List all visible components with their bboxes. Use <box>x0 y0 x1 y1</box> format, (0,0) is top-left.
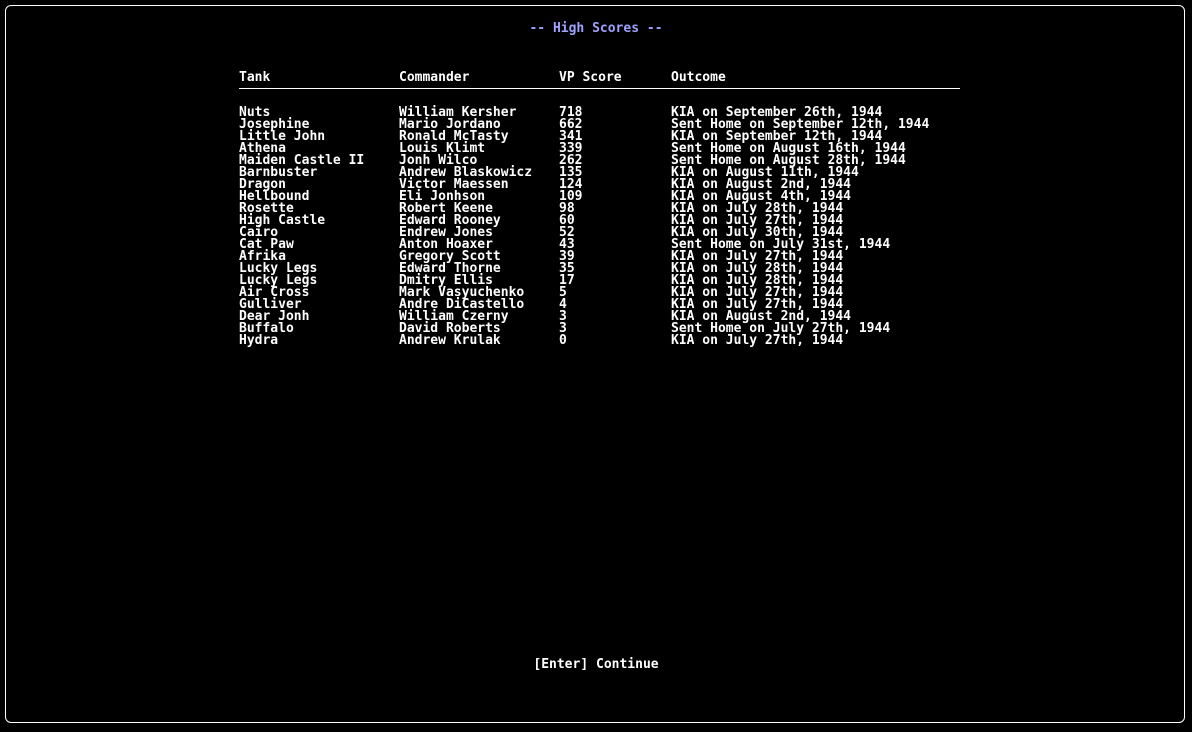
cell-commander: Andrew Krulak <box>399 333 501 348</box>
cell-outcome: KIA on July 27th, 1944 <box>671 297 844 312</box>
cell-commander: Dmitry Ellis <box>399 273 493 288</box>
cell-tank: Josephine <box>239 117 310 132</box>
cell-commander: Edward Thorne <box>399 261 501 276</box>
cell-outcome: KIA on July 28th, 1944 <box>671 273 844 288</box>
cell-score: 135 <box>559 165 583 180</box>
cell-tank: Little John <box>239 129 326 144</box>
cell-commander: Andre DiCastello <box>399 297 525 312</box>
cell-commander: Gregory Scott <box>399 249 501 264</box>
score-rows <box>239 107 961 347</box>
cell-commander: Andrew Blaskowicz <box>399 165 533 180</box>
cell-tank: Dear Jonh <box>239 309 310 324</box>
cell-outcome: KIA on July 27th, 1944 <box>671 285 844 300</box>
cell-score: 718 <box>559 105 583 120</box>
cell-tank: Hydra <box>239 333 279 348</box>
cell-score: 4 <box>559 297 567 312</box>
cell-commander: Anton Hoaxer <box>399 237 493 252</box>
table-row <box>239 275 961 287</box>
continue-prompt[interactable]: [Enter] Continue <box>533 657 659 672</box>
cell-outcome: Sent Home on July 31st, 1944 <box>671 237 891 252</box>
cell-outcome: KIA on July 27th, 1944 <box>671 213 844 228</box>
cell-commander: Edward Rooney <box>399 213 501 228</box>
cell-score: 17 <box>559 273 575 288</box>
cell-commander: William Czerny <box>399 309 509 324</box>
cell-tank: Nuts <box>239 105 271 120</box>
column-header-score: VP Score <box>559 70 622 85</box>
cell-tank: Air Cross <box>239 285 310 300</box>
cell-outcome: KIA on July 28th, 1944 <box>671 261 844 276</box>
page-title: -- High Scores -- <box>529 21 663 36</box>
cell-outcome: KIA on July 30th, 1944 <box>671 225 844 240</box>
cell-commander: Endrew Jones <box>399 225 493 240</box>
column-header-commander: Commander <box>399 70 470 85</box>
cell-tank: Dragon <box>239 177 286 192</box>
cell-score: 60 <box>559 213 575 228</box>
cell-outcome: KIA on August 2nd, 1944 <box>671 177 852 192</box>
header-divider <box>239 88 960 89</box>
cell-outcome: Sent Home on August 16th, 1944 <box>671 141 906 156</box>
cell-tank: Cat Paw <box>239 237 294 252</box>
cell-commander: Eli Jonhson <box>399 189 486 204</box>
table-row <box>239 191 961 203</box>
table-row <box>239 251 961 263</box>
cell-tank: Lucky Legs <box>239 261 318 276</box>
cell-commander: Robert Keene <box>399 201 493 216</box>
cell-tank: Barnbuster <box>239 165 318 180</box>
cell-score: 3 <box>559 321 567 336</box>
cell-score: 262 <box>559 153 583 168</box>
cell-score: 109 <box>559 189 583 204</box>
table-row <box>239 239 961 251</box>
cell-outcome: KIA on September 26th, 1944 <box>671 105 883 120</box>
cell-score: 341 <box>559 129 583 144</box>
cell-commander: Louis Klimt <box>399 141 486 156</box>
cell-outcome: KIA on July 27th, 1944 <box>671 333 844 348</box>
cell-commander: Ronald McTasty <box>399 129 509 144</box>
cell-tank: Rosette <box>239 201 294 216</box>
cell-score: 43 <box>559 237 575 252</box>
table-row <box>239 335 961 347</box>
table-header <box>239 70 961 86</box>
cell-commander: Mario Jordano <box>399 117 501 132</box>
column-header-tank: Tank <box>239 70 271 85</box>
cell-outcome: Sent Home on August 28th, 1944 <box>671 153 906 168</box>
high-scores-table <box>239 70 961 347</box>
cell-commander: David Roberts <box>399 321 501 336</box>
cell-tank: Athena <box>239 141 286 156</box>
cell-commander: William Kersher <box>399 105 517 120</box>
cell-tank: Maiden Castle II <box>239 153 365 168</box>
cell-tank: Lucky Legs <box>239 273 318 288</box>
table-row <box>239 263 961 275</box>
cell-score: 662 <box>559 117 583 132</box>
cell-score: 98 <box>559 201 575 216</box>
cell-tank: High Castle <box>239 213 326 228</box>
column-header-outcome: Outcome <box>671 70 726 85</box>
table-row <box>239 287 961 299</box>
table-row <box>239 203 961 215</box>
cell-score: 339 <box>559 141 583 156</box>
cell-commander: Mark Vasyuchenko <box>399 285 525 300</box>
cell-tank: Gulliver <box>239 297 302 312</box>
cell-score: 39 <box>559 249 575 264</box>
cell-outcome: KIA on August 11th, 1944 <box>671 165 859 180</box>
cell-tank: Afrika <box>239 249 286 264</box>
cell-tank: Cairo <box>239 225 279 240</box>
cell-tank: Buffalo <box>239 321 294 336</box>
cell-score: 35 <box>559 261 575 276</box>
table-row <box>239 179 961 191</box>
table-row <box>239 323 961 335</box>
cell-commander: Victor Maessen <box>399 177 509 192</box>
cell-score: 5 <box>559 285 567 300</box>
cell-outcome: KIA on July 27th, 1944 <box>671 249 844 264</box>
cell-score: 3 <box>559 309 567 324</box>
cell-outcome: KIA on August 4th, 1944 <box>671 189 852 204</box>
cell-score: 52 <box>559 225 575 240</box>
cell-tank: Hellbound <box>239 189 310 204</box>
cell-outcome: Sent Home on July 27th, 1944 <box>671 321 891 336</box>
cell-score: 124 <box>559 177 583 192</box>
cell-commander: Jonh Wilco <box>399 153 478 168</box>
table-row <box>239 215 961 227</box>
cell-score: 0 <box>559 333 567 348</box>
table-row <box>239 299 961 311</box>
table-row <box>239 167 961 179</box>
cell-outcome: Sent Home on September 12th, 1944 <box>671 117 930 132</box>
cell-outcome: KIA on July 28th, 1944 <box>671 201 844 216</box>
cell-outcome: KIA on August 2nd, 1944 <box>671 309 852 324</box>
cell-outcome: KIA on September 12th, 1944 <box>671 129 883 144</box>
